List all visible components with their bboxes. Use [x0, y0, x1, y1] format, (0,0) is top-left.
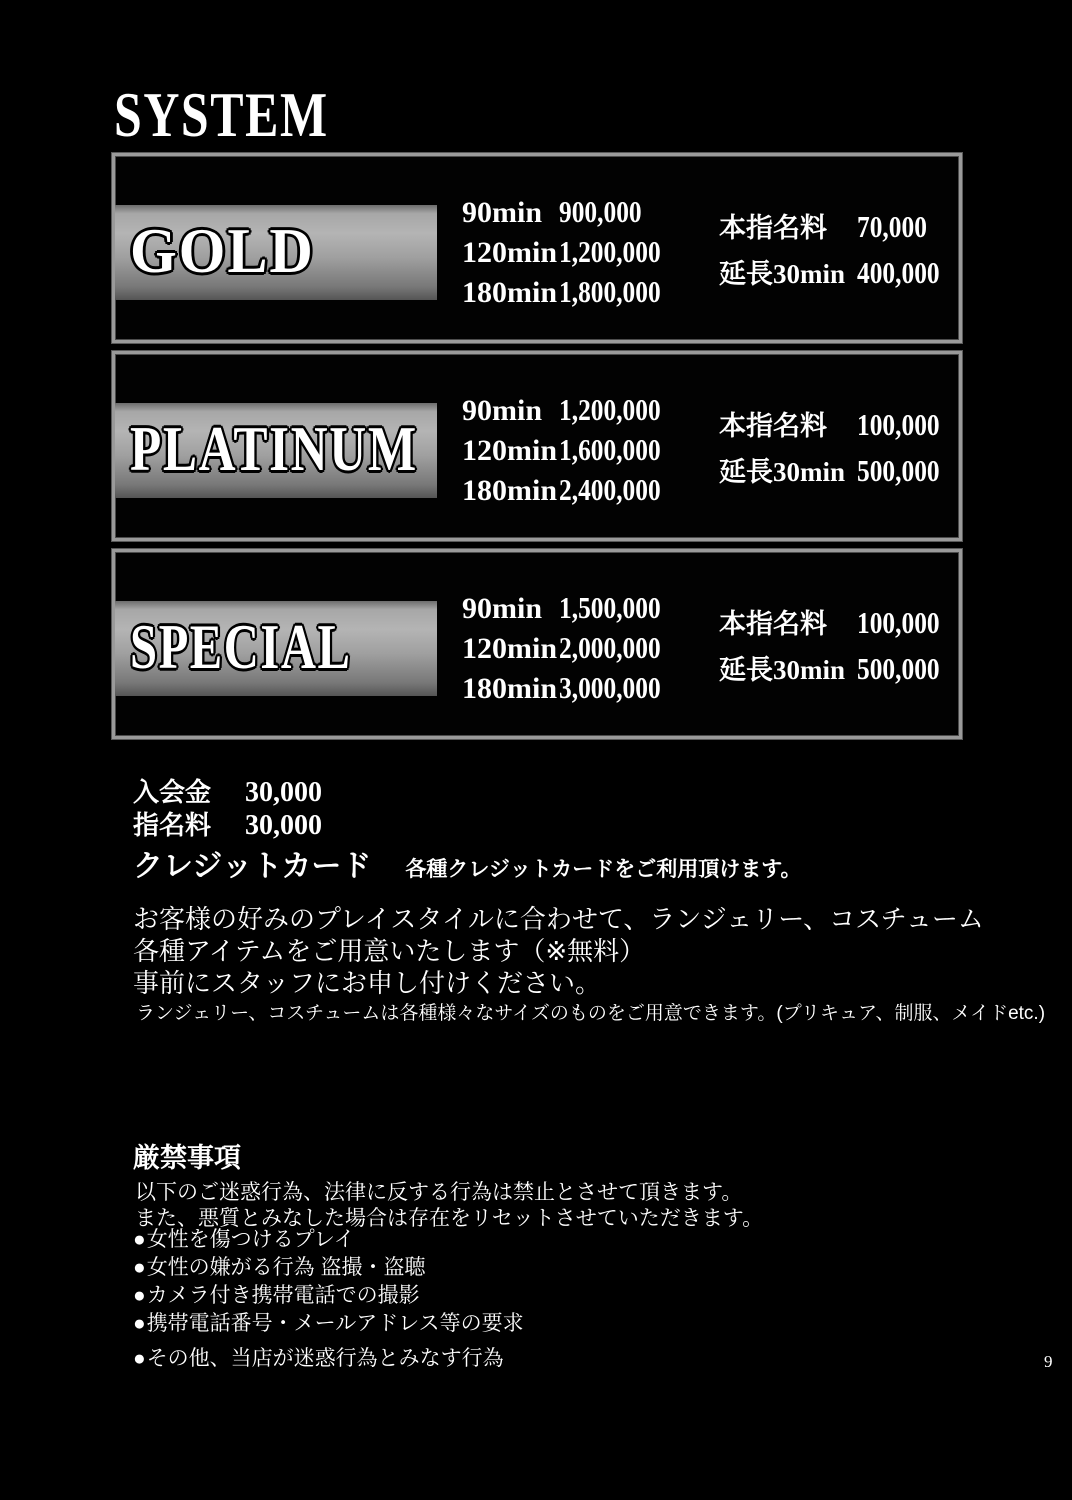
- fee-price: 500,000: [857, 651, 940, 686]
- prohibited-item: [133, 1254, 524, 1282]
- duration-row: [462, 272, 683, 312]
- prohibited-item: [133, 1226, 524, 1254]
- fee-row: [719, 204, 958, 250]
- fee-price: 100,000: [857, 605, 940, 640]
- tier-fee-list: [719, 402, 958, 494]
- membership-fee-list: [133, 776, 322, 842]
- duration-price: 2,000,000: [559, 630, 661, 665]
- duration-label: 180min: [462, 474, 558, 507]
- credit-card-note: 各種クレジットカードをご利用頂けます。: [405, 857, 802, 881]
- duration-row: [462, 232, 683, 272]
- prohibited-item: [133, 1310, 524, 1338]
- bullet-icon: ●: [133, 1228, 146, 1251]
- page-number: 9: [1044, 1352, 1053, 1371]
- prohibited-intro-line: 以下のご迷惑行為、法律に反する行為は禁止とさせて頂きます。: [135, 1181, 743, 1204]
- duration-row: [462, 430, 683, 470]
- prohibited-title: 厳禁事項: [133, 1143, 241, 1173]
- credit-card-row: [133, 841, 802, 885]
- costume-line: 事前にスタッフにお申し付けください。: [133, 968, 602, 998]
- fee-price: 500,000: [857, 453, 940, 488]
- duration-label: 120min: [462, 632, 558, 665]
- duration-row: [462, 588, 683, 628]
- fee-row: [719, 600, 958, 646]
- fee-info-label: 入会金: [133, 778, 212, 807]
- tier-name-bar: [115, 601, 437, 696]
- credit-card-label: クレジットカード: [133, 850, 372, 883]
- prohibited-item-text: カメラ付き携帯電話での撮影: [146, 1284, 420, 1307]
- prohibited-intro: [135, 1180, 763, 1232]
- duration-label: 90min: [462, 394, 543, 427]
- fee-row: [719, 448, 958, 494]
- tier-box-special: [112, 549, 962, 739]
- duration-row: [462, 668, 683, 708]
- tier-fee-list: [719, 600, 958, 692]
- duration-row: [462, 390, 683, 430]
- tier-box-platinum: [112, 351, 962, 541]
- prohibited-item-text: 携帯電話番号・メールアドレス等の要求: [146, 1312, 524, 1335]
- fee-info-value: 30,000: [245, 810, 322, 841]
- fee-info-label: 指名料: [133, 811, 212, 840]
- costume-paragraph: [133, 903, 984, 999]
- duration-row: [462, 470, 683, 510]
- fee-row: [719, 646, 958, 692]
- duration-label: 120min: [462, 236, 558, 269]
- duration-label: 180min: [462, 672, 558, 705]
- prohibited-item-text: その他、当店が迷惑行為とみなす行為: [146, 1347, 504, 1370]
- tier-name-label: PLATINUM: [130, 412, 418, 484]
- duration-label: 180min: [462, 276, 558, 309]
- duration-label: 90min: [462, 196, 543, 229]
- tier-name-bar: [115, 205, 437, 300]
- fee-label: 延長30min: [719, 457, 846, 487]
- prohibited-intro-line: また、悪質とみなした場合は存在をリセットさせていただきます。: [135, 1207, 764, 1230]
- fee-info-row: [133, 809, 322, 842]
- costume-line: 各種アイテムをご用意いたします（※無料）: [133, 936, 646, 966]
- tier-duration-list: [462, 390, 683, 510]
- duration-price: 900,000: [559, 194, 642, 229]
- bullet-icon: ●: [133, 1256, 146, 1279]
- prohibited-item-text: 女性の嫌がる行為 盗撮・盗聴: [146, 1256, 426, 1279]
- duration-price: 1,200,000: [559, 392, 661, 427]
- prohibited-item: [133, 1345, 524, 1373]
- tier-name-bar: [115, 403, 437, 498]
- tier-name-label: GOLD: [130, 214, 315, 286]
- tier-fee-list: [719, 204, 958, 296]
- tier-duration-list: [462, 588, 683, 708]
- fee-info-row: [133, 776, 322, 809]
- tier-duration-list: [462, 192, 683, 312]
- duration-price: 2,400,000: [559, 472, 661, 507]
- fee-label: 延長30min: [719, 655, 846, 685]
- duration-label: 120min: [462, 434, 558, 467]
- fee-price: 70,000: [857, 209, 927, 244]
- fee-row: [719, 402, 958, 448]
- prohibited-item-text: 女性を傷つけるプレイ: [146, 1228, 355, 1251]
- duration-price: 1,500,000: [559, 590, 661, 625]
- duration-price: 1,600,000: [559, 432, 661, 467]
- bullet-icon: ●: [133, 1312, 146, 1335]
- costume-line: お客様の好みのプレイスタイルに合わせて、ランジェリー、コスチューム: [133, 904, 984, 934]
- bullet-icon: ●: [133, 1284, 146, 1307]
- tier-name-label: SPECIAL: [130, 610, 352, 682]
- bullet-icon: ●: [133, 1347, 146, 1370]
- fee-label: 本指名料: [719, 213, 827, 243]
- prohibited-list: [133, 1226, 524, 1373]
- duration-price: 1,800,000: [559, 274, 661, 309]
- tier-box-gold: [112, 153, 962, 343]
- fee-label: 本指名料: [719, 411, 827, 441]
- fee-price: 100,000: [857, 407, 940, 442]
- duration-row: [462, 192, 683, 232]
- costume-note: ランジェリー、コスチュームは各種様々なサイズのものをご用意できます。(プリキュア、制服、メイドetc.): [136, 1003, 1046, 1024]
- duration-row: [462, 628, 683, 668]
- fee-row: [719, 250, 958, 296]
- prohibited-item: [133, 1282, 524, 1310]
- fee-price: 400,000: [857, 255, 940, 290]
- fee-label: 延長30min: [719, 259, 846, 289]
- page-title: SYSTEM: [114, 79, 329, 150]
- fee-info-value: 30,000: [245, 777, 322, 808]
- duration-price: 3,000,000: [559, 670, 661, 705]
- fee-label: 本指名料: [719, 609, 827, 639]
- duration-price: 1,200,000: [559, 234, 661, 269]
- duration-label: 90min: [462, 592, 543, 625]
